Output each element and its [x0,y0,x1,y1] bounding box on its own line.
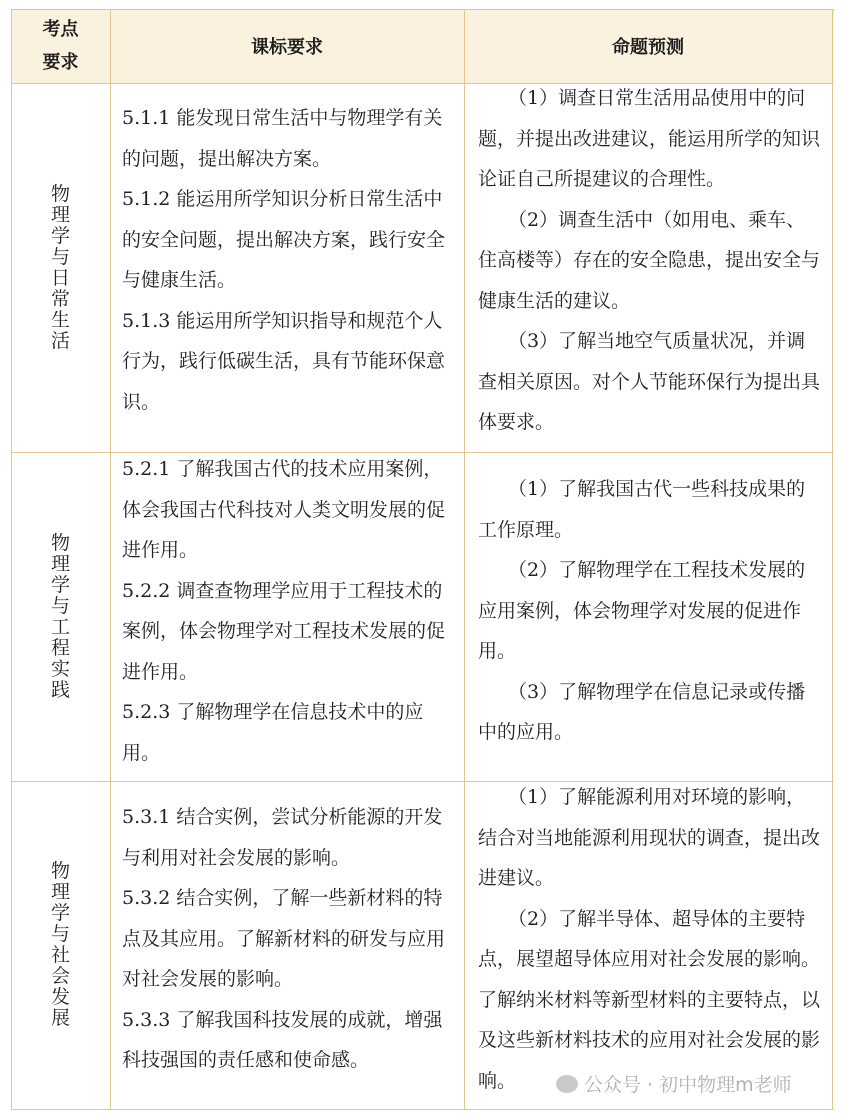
header-cell-prediction: 命题预测 [612,37,684,58]
header-cell-exam-points [11,9,110,83]
topic-label: 物理学与日常生活 [50,182,70,352]
header-exam-points-line1: 考点 [42,19,79,40]
requirement-item: 5.2.3 了解物理学在信息技术中的应用。 [122,701,424,764]
requirement-item: 5.1.2 能运用所学知识分析日常生活中的安全问题，提出解决方案，践行安全与健康生活。 [122,188,446,291]
wechat-logo-icon [556,1075,578,1093]
requirement-item: 5.2.2 调查查物理学应用于工程技术的案例，体会物理学对工程技术发展的促进作用。 [122,579,446,683]
topic-cell-society [11,781,110,1109]
topic-label: 物理学与社会发展 [50,860,70,1029]
prediction-item: （2）了解半导体、超导体的主要特点，展望超导体应用对社会发展的影响。了解纳米材料等新型材料的主要特点，以及这些新材料技术的应用对社会发展的影响。 [478,907,821,1092]
prediction-item: （3）了解当地空气质量状况，并调查相关原因。对个人节能环保行为提出具体要求。 [478,330,821,433]
requirement-item: 5.1.1 能发现日常生活中与物理学有关的问题，提出解决方案。 [122,107,443,170]
predictions-cell-2 [478,469,824,753]
prediction-item: （1）调查日常生活用品使用中的问题，并提出改进建议，能运用所学的知识论证自己所提建议的合理性。 [478,87,821,190]
table-border-right [832,9,833,1110]
requirement-item: 5.1.3 能运用所学知识指导和规范个人行为，践行低碳生活，具有节能环保意识。 [122,309,446,413]
prediction-item: （1）了解能源利用对环境的影响，结合对当地能源利用现状的调查，提出改进建议。 [478,786,821,889]
topic-cell-engineering [11,452,110,781]
prediction-item: （2）调查生活中（如用电、乘车、住高楼等）存在的安全隐患，提出安全与健康生活的建议。 [478,208,821,312]
predictions-cell-3 [478,777,824,1101]
requirement-item: 5.3.1 结合实例，尝试分析能源的开发与利用对社会发展的影响。 [122,806,443,869]
requirement-item: 5.2.1 了解我国古代的技术应用案例，体会我国古代科技对人类文明发展的促进作用。 [122,458,446,561]
requirements-cell-1 [122,98,456,422]
requirement-item: 5.3.2 结合实例，了解一些新材料的特点及其应用。了解新材料的研发与应用对社会发展的影响。 [122,887,446,990]
watermark [556,1070,792,1097]
table-border-bottom [11,1109,834,1110]
topic-label: 物理学与工程实践 [50,531,70,701]
prediction-item: （1）了解我国古代一些科技成果的工作原理。 [478,478,806,541]
column-divider-2 [464,9,465,1110]
watermark-text: 公众号 · 初中物理m老师 [584,1074,792,1096]
topic-cell-daily-life [11,83,110,452]
predictions-cell-1 [478,78,824,443]
header-exam-points-line2: 要求 [42,52,79,73]
prediction-item: （3）了解物理学在信息记录或传播中的应用。 [478,680,806,743]
header-cell-curriculum: 课标要求 [251,37,323,58]
requirements-cell-3 [122,797,456,1081]
requirement-item: 5.3.3 了解我国科技发展的成就，增强科技强国的责任感和使命感。 [122,1008,443,1071]
prediction-item: （2）了解物理学在工程技术发展的应用案例，体会物理学对发展的促进作用。 [478,559,806,662]
requirements-cell-2 [122,449,456,773]
standards-table [11,9,834,1110]
column-divider-1 [110,9,111,1110]
